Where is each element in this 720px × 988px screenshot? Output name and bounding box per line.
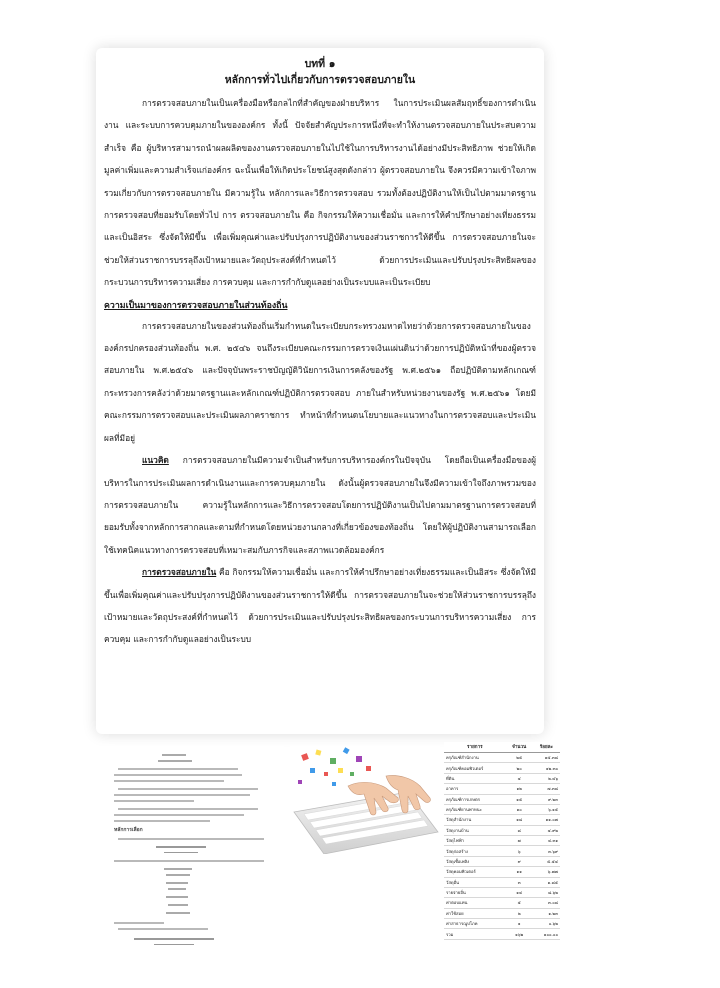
table-cell: ที่ดิน <box>444 773 506 783</box>
table-cell: ๘.๖๒ <box>533 887 560 897</box>
table-row <box>444 898 560 908</box>
table-cell: วัสดุอื่น <box>444 877 506 887</box>
table-cell: อาคาร <box>444 784 506 794</box>
table-cell: ๑๐๐.๐๐ <box>533 929 560 939</box>
table-row <box>444 867 560 877</box>
definition-text-a: คือ กิจกรรมให้ความเชื่อมั่น และการให้คำปรึกษาอย่างเที่ยงธรรมและเป็นอิสระ ซึ่งจัดให้มีขึ้นเพื่อเพิ่มคุณค่าและปรับปรุงการปฏิบัติงานของส่วนราชการให้ดีขึ้น การตรวจสอบภายในจะช่วยให้ส่วนราชการบรรลุถึงเป้าหมายและวัตถุประสงค์ที่กำหนดไว้ <box>104 567 536 622</box>
text-line <box>114 860 264 862</box>
formula-line <box>168 888 186 890</box>
text-line <box>114 814 244 816</box>
table-cell: ๕.๕๔ <box>533 856 560 866</box>
table-cell: ๑.๒๓ <box>533 908 560 918</box>
formula-line <box>166 874 190 876</box>
text-line <box>114 774 242 776</box>
table-row <box>444 929 560 939</box>
table-cell: ครุภัณฑ์สำนักงาน <box>444 753 506 763</box>
table-cell: ๐.๖๒ <box>533 919 560 929</box>
text-line <box>114 922 164 924</box>
table-cell: วัสดุเชื้อเพลิง <box>444 856 506 866</box>
table-cell: ๓.๐๘ <box>533 898 560 908</box>
formula-line <box>166 896 188 898</box>
flying-letters <box>298 747 371 786</box>
table-cell: ๑๑.๐๗ <box>533 815 560 825</box>
formula-line <box>168 904 188 906</box>
table-cell: ๔.๙๒ <box>533 825 560 835</box>
table-row <box>444 815 560 825</box>
data-table <box>444 742 560 940</box>
text-line <box>114 800 194 802</box>
text-line <box>118 928 208 930</box>
table-cell: ๑๐ <box>506 804 533 814</box>
table-cell: ๑๘ <box>506 815 533 825</box>
table-row <box>444 804 560 814</box>
concept-term: แนวคิด <box>142 455 169 466</box>
table-cell: วัสดุสำนักงาน <box>444 815 506 825</box>
text-line <box>114 780 224 782</box>
table-cell: ๑๒.๓๐ <box>533 763 560 773</box>
formula-line <box>164 852 198 853</box>
table-cell: ๙ <box>506 856 533 866</box>
table-cell: ๔.๓๑ <box>533 836 560 846</box>
table-cell: ๖.๑๕ <box>533 804 560 814</box>
text-line <box>118 788 258 790</box>
section-heading: ความเป็นมาของการตรวจสอบภายในส่วนท้องถิ่น <box>104 300 288 311</box>
table-cell: ๒ <box>506 908 533 918</box>
table-cell: ๘ <box>506 825 533 835</box>
table-cell: ๑ <box>506 919 533 929</box>
table-row <box>444 773 560 783</box>
chapter-number: บทที่ ๑ <box>304 58 336 70</box>
table-row <box>444 856 560 866</box>
document-page <box>96 48 544 734</box>
table-cell: ๒.๔๖ <box>533 773 560 783</box>
column-header: จำนวน <box>506 742 533 753</box>
table-body <box>444 753 560 940</box>
table-cell: ๑๕ <box>506 794 533 804</box>
formula-line <box>164 868 192 870</box>
table-cell: ครุภัณฑ์การเกษตร <box>444 794 506 804</box>
chapter-title: หลักการทั่วไปเกี่ยวกับการตรวจสอบภายใน <box>224 74 416 86</box>
history-paragraph: การตรวจสอบภายในของส่วนท้องถิ่นเริ่มกำหนดในระเบียบกระทรวงมหาดไทยว่าด้วยการตรวจสอบภายในขององค์กรปกครองส่วนท้องถิ่น พ.ศ. ๒๕๔๖ จนถึงระเบียบคณะกรรมการตรวจเงินแผ่นดินว่าด้วยการปฏิบัติหน้าที่ของผู้ตรวจสอบภายใน พ.ศ.๒๕๔๖ และปัจจุบันพระราชบัญญัติวินัยการเงินการคลังของรัฐ พ.ศ.๒๕๖๑ ถือปฏิบัติตามหลักเกณฑ์กระทรวงการคลังว่าด้วยมาตรฐานและหลักเกณฑ์ปฏิบัติการตรวจสอบ ภายในสำหรับหน่วยงานของรัฐ พ.ศ.๒๕๖๑ โดยมีคณะกรรมการตรวจสอบและประเมินผลภาคราชการ ทำหน้าที่กำหนดนโยบายและแนวทางในการตรวจสอบและประเมินผลที่มีอยู่ <box>104 320 536 443</box>
table-cell: ๙.๒๓ <box>533 794 560 804</box>
table-row <box>444 763 560 773</box>
concept-text: การตรวจสอบภายในมีความจำเป็นสำหรับการบริหารองค์กรในปัจจุบัน โดยถือเป็นเครื่องมือของผู้บริหารในการประเมินผลการดำเนินงานและการควบคุมภายใน ดังนั้นผู้ตรวจสอบภายในจึงมีความเข้าใจถึงภาพรวมของการตรวจสอบภายใน ความรู้ในหลักการและวิธีการตรวจสอบโดยการปฏิบัติงานเป็นไปตามมาตรฐานการตรวจสอบที่ยอมรับทั้งจากหลักการสากลและตามที่กำหนดโดยหน่วยงานกลางที่เกี่ยวข้องของท้องถิ่น โดยให้ผู้ปฏิบัติงานสามารถเลือกใช้เทคนิคแนวทางการตรวจสอบที่เหมาะสมกับภารกิจและสภาพแวดล้อมองค์กร <box>104 455 536 555</box>
table-cell: วัสดุงานบ้าน <box>444 825 506 835</box>
thumbnail-document-preview[interactable] <box>104 746 284 960</box>
formula-line <box>166 912 190 914</box>
table-cell: ๓ <box>506 877 533 887</box>
table-row <box>444 784 560 794</box>
text-line <box>114 820 210 822</box>
table-row <box>444 753 560 763</box>
table-cell: ๖ <box>506 846 533 856</box>
table-cell: ๑๔ <box>506 887 533 897</box>
table-header-row <box>444 742 560 753</box>
table-row <box>444 877 560 887</box>
table-cell: รวม <box>444 929 506 939</box>
definition-term: การตรวจสอบภายใน <box>142 567 217 578</box>
table-cell: ๖.๗๗ <box>533 867 560 877</box>
thumbnail-keyboard-image[interactable] <box>290 746 440 854</box>
table-cell: ค่าตอบแทน <box>444 898 506 908</box>
thumbnail-table-preview[interactable] <box>444 742 560 937</box>
table-cell: ๒๐ <box>506 763 533 773</box>
table-cell: วัสดุคอมพิวเตอร์ <box>444 867 506 877</box>
table-row <box>444 919 560 929</box>
text-line <box>162 754 186 756</box>
text-line <box>118 838 264 840</box>
definition-text-b: ด้วยการประเมินและปรับปรุงประสิทธิผลของกระบวนการบริหารความเสี่ยง การควบคุม และการกำกับดูแลอย่างเป็นระบบ <box>104 611 536 645</box>
text-line <box>118 768 238 770</box>
table-cell: ครุภัณฑ์ยานพาหนะ <box>444 804 506 814</box>
table-row <box>444 825 560 835</box>
formula-line <box>154 944 194 945</box>
table-cell: ค่าสาธารณูปโภค <box>444 919 506 929</box>
table-cell: ๑๕.๓๘ <box>533 753 560 763</box>
table-cell: ๓.๖๙ <box>533 846 560 856</box>
table-cell: ๕ <box>506 898 533 908</box>
table-row <box>444 836 560 846</box>
table-cell: ค่าใช้สอย <box>444 908 506 918</box>
formula-line <box>156 846 206 848</box>
formula-line <box>134 938 214 940</box>
table-cell: ๑๒ <box>506 784 533 794</box>
table-row <box>444 794 560 804</box>
text-line <box>158 760 192 762</box>
table-cell: วัสดุก่อสร้าง <box>444 846 506 856</box>
formula-line <box>166 882 188 884</box>
doc-preview-heading: หลักการเลือก <box>114 827 143 833</box>
table-row <box>444 846 560 856</box>
definition-paragraph <box>104 561 536 651</box>
concept-paragraph <box>104 449 536 561</box>
text-line <box>118 808 258 810</box>
table-cell: ๒๕ <box>506 753 533 763</box>
table-cell: ๑๑ <box>506 867 533 877</box>
column-header: รายการ <box>444 742 506 753</box>
table-cell: ๗ <box>506 836 533 846</box>
column-header: ร้อยละ <box>533 742 560 753</box>
table-cell: ๑.๘๕ <box>533 877 560 887</box>
keyboard-hands-icon <box>290 746 440 854</box>
table-cell: ๗.๓๘ <box>533 784 560 794</box>
table-cell: ๔ <box>506 773 533 783</box>
table-row <box>444 908 560 918</box>
table-cell: ครุภัณฑ์คอมพิวเตอร์ <box>444 763 506 773</box>
intro-paragraph: การตรวจสอบภายในเป็นเครื่องมือหรือกลไกที่สำคัญของฝ่ายบริหาร ในการประเมินผลสัมฤทธิ์ของการดำเนินงาน และระบบการควบคุมภายในขององค์กร ทั้งนี้ ปัจจัยสำคัญประการหนึ่งที่จะทำให้งานตรวจสอบภายในประสบความสำเร็จ คือ ผู้บริหารสามารถนำผลผลิตของงานตรวจสอบภายในไปใช้ในการบริหารงานได้อย่างมีประสิทธิภาพ ช่วยให้เกิดมูลค่าเพิ่มและความสำเร็จแก่องค์กร ฉะนั้นเพื่อให้เกิดประโยชน์สูงสุดดังกล่าว ผู้ตรวจสอบภายใน จึงควรมีความเข้าใจภาพรวมเกี่ยวกับการตรวจสอบภายใน มีความรู้ใน หลักการและวิธีการตรวจสอบ รวมทั้งต้องปฏิบัติงานให้เป็นไปตามมาตรฐานการตรวจสอบที่ยอมรับโดยทั่วไป การ ตรวจสอบภายใน คือ กิจกรรมให้ความเชื่อมั่น และการให้คำปรึกษาอย่างเที่ยงธรรมและเป็นอิสระ ซึ่งจัดให้มีขึ้น เพื่อเพิ่มคุณค่าและปรับปรุงการปฏิบัติงานของส่วนราชการให้ดีขึ้น การตรวจสอบภายในจะช่วยให้ส่วนราชการบรรลุถึงเป้าหมายและวัตถุประสงค์ที่กำหนดไว้ ด้วยการประเมินและปรับปรุงประสิทธิผลของกระบวนการบริหารความเสี่ยง การควบคุม และการกำกับดูแลอย่างเป็นระบบและเป็นระเบียบ <box>104 98 536 288</box>
table-row <box>444 887 560 897</box>
table-cell: รายจ่ายอื่น <box>444 887 506 897</box>
text-line <box>114 794 250 796</box>
table-cell: วัสดุไฟฟ้า <box>444 836 506 846</box>
table-cell: ๑๖๒ <box>506 929 533 939</box>
